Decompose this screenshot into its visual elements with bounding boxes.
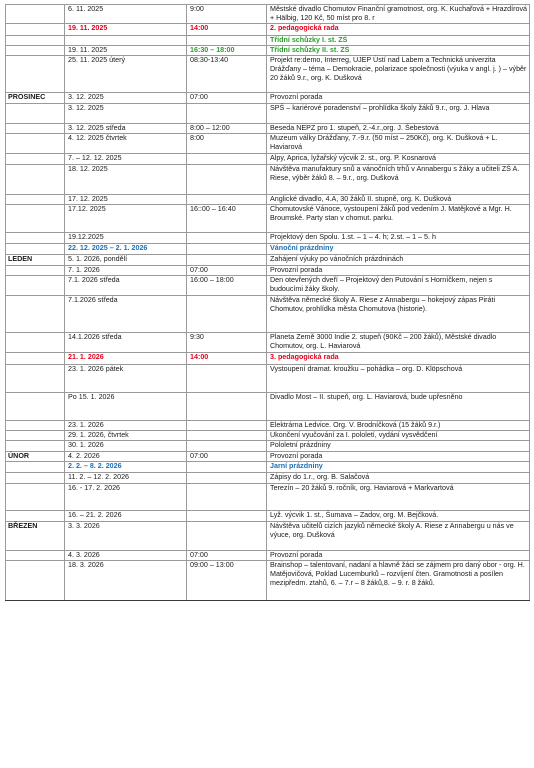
table-row <box>6 561 530 601</box>
date-cell: 16. - 17. 2. 2026 <box>65 484 187 511</box>
time-cell: 07:00 <box>187 93 267 104</box>
time-cell: 8:00 <box>187 134 267 154</box>
date-cell: 7.1. 2026 středa <box>65 276 187 296</box>
date-cell: 6. 11. 2025 <box>65 5 187 24</box>
table-row <box>6 266 530 276</box>
event-cell: Třídní schůzky I. st. ZŠ <box>267 36 530 46</box>
date-cell: 23. 1. 2026 <box>65 421 187 431</box>
date-cell: 7.1.2026 středa <box>65 296 187 333</box>
month-cell <box>6 561 65 601</box>
month-cell <box>6 296 65 333</box>
time-cell: 16:30 – 18:00 <box>187 46 267 56</box>
time-cell <box>187 104 267 124</box>
date-cell: 3. 12. 2025 <box>65 104 187 124</box>
table-row <box>6 104 530 124</box>
time-cell <box>187 195 267 205</box>
event-cell: Zahájení výuky po vánočních prázdninách <box>267 255 530 266</box>
time-cell <box>187 36 267 46</box>
event-cell: Provozní porada <box>267 452 530 462</box>
event-cell: Projektový den Spolu. 1.st. – 1 – 4. h; 2.st. – 1 – 5. h <box>267 233 530 244</box>
event-cell: Planeta Země 3000 Indie 2. stupeň (90Kč – 200 žáků), Městské divadlo Chomutov, org. L. Haviarová <box>267 333 530 353</box>
time-cell <box>187 511 267 522</box>
table-row <box>6 296 530 333</box>
table-row <box>6 511 530 522</box>
date-cell: 7. 1. 2026 <box>65 266 187 276</box>
event-cell: Návštěva učitelů cizích jazyků německé školy A. Riese z Annabergu u nás ve výuce, org. Dušková <box>267 522 530 551</box>
event-cell: Chomutovské Vánoce, vystoupení žáků pod vedením J. Matějkové a Mgr. H. Broumské. Party stan v chomut. parku. <box>267 205 530 233</box>
table-row <box>6 441 530 452</box>
date-cell: 29. 1. 2026, čtvrtek <box>65 431 187 441</box>
time-cell: 14:00 <box>187 24 267 36</box>
table-row <box>6 473 530 484</box>
event-cell: Alpy, Aprica, lyžařský výcvik 2. st., org. P. Kosnarová <box>267 154 530 165</box>
month-cell <box>6 205 65 233</box>
month-cell <box>6 365 65 393</box>
event-cell: Pololetní prázdniny <box>267 441 530 452</box>
event-cell: Provozní porada <box>267 551 530 561</box>
table-row <box>6 431 530 441</box>
date-cell: 19. 11. 2025 <box>65 46 187 56</box>
month-cell <box>6 393 65 421</box>
event-cell: Vánoční prázdniny <box>267 244 530 255</box>
time-cell <box>187 365 267 393</box>
event-cell: Muzeum války Drážďany, 7.-9.r. (50 míst – 250Kč), org. K. Dušková + L. Haviarová <box>267 134 530 154</box>
event-cell: 2. pedagogická rada <box>267 24 530 36</box>
month-cell <box>6 353 65 365</box>
month-cell <box>6 46 65 56</box>
date-cell: 4. 12. 2025 čtvrtek <box>65 134 187 154</box>
date-cell: 30. 1. 2026 <box>65 441 187 452</box>
table-row <box>6 276 530 296</box>
date-cell: 19. 11. 2025 <box>65 24 187 36</box>
date-cell: Po 15. 1. 2026 <box>65 393 187 421</box>
date-cell: 3. 12. 2025 <box>65 93 187 104</box>
date-cell: 23. 1. 2026 pátek <box>65 365 187 393</box>
month-cell <box>6 24 65 36</box>
month-cell <box>6 124 65 134</box>
event-cell: Den otevřených dveří – Projektový den Putování s Horníčkem, nejen s budoucími žáky školy. <box>267 276 530 296</box>
month-cell <box>6 154 65 165</box>
date-cell: 5. 1. 2026, pondělí <box>65 255 187 266</box>
date-cell: 17. 12. 2025 <box>65 195 187 205</box>
table-row <box>6 484 530 511</box>
schedule-rows <box>6 5 530 601</box>
table-row <box>6 255 530 266</box>
month-cell <box>6 484 65 511</box>
date-cell <box>65 36 187 46</box>
table-row <box>6 551 530 561</box>
date-cell: 22. 12. 2025 – 2. 1. 2026 <box>65 244 187 255</box>
month-cell <box>6 266 65 276</box>
time-cell <box>187 165 267 195</box>
month-cell <box>6 56 65 93</box>
schedule-document <box>5 4 529 601</box>
table-row <box>6 522 530 551</box>
table-row <box>6 233 530 244</box>
date-cell: 16. – 21. 2. 2026 <box>65 511 187 522</box>
time-cell <box>187 473 267 484</box>
table-row <box>6 452 530 462</box>
table-row <box>6 205 530 233</box>
event-cell: Městské divadlo Chomutov Finanční gramotnost, org. K. Kuchařová + Hrazdírová + Hälbig, 120 Kč, 50 míst pro 8. r <box>267 5 530 24</box>
event-cell: Třídní schůzky II. st. ZŠ <box>267 46 530 56</box>
event-cell: Zápisy do 1.r., org. B. Salačová <box>267 473 530 484</box>
time-cell: 07:00 <box>187 452 267 462</box>
date-cell: 17.12. 2025 <box>65 205 187 233</box>
table-row <box>6 56 530 93</box>
month-cell <box>6 244 65 255</box>
month-cell <box>6 551 65 561</box>
date-cell: 25. 11. 2025 úterý <box>65 56 187 93</box>
date-cell: 3. 3. 2026 <box>65 522 187 551</box>
event-cell: Návštěva manufaktury snů a vánočních trhů v Annabergu s žáky a učiteli ZŠ A. Riese, výběr žáků 8. – 9.r., org. Dušková <box>267 165 530 195</box>
table-row <box>6 134 530 154</box>
time-cell <box>187 484 267 511</box>
table-row <box>6 365 530 393</box>
event-cell: Anglické divadlo, 4.A, 30 žáků II. stupně, org. K. Dušková <box>267 195 530 205</box>
event-cell: Terezín – 20 žáků 9. ročník, org. Haviarová + Markvartová <box>267 484 530 511</box>
table-row <box>6 333 530 353</box>
table-row <box>6 195 530 205</box>
date-cell: 11. 2. – 12. 2. 2026 <box>65 473 187 484</box>
month-cell <box>6 233 65 244</box>
time-cell <box>187 233 267 244</box>
event-cell: Jarní prázdniny <box>267 462 530 473</box>
month-cell: PROSINEC <box>6 93 65 104</box>
table-row <box>6 46 530 56</box>
event-cell: Beseda NEPZ pro 1. stupeň, 2.-4.r.,org. J. Šebestová <box>267 124 530 134</box>
table-row <box>6 393 530 421</box>
month-cell: ÚNOR <box>6 452 65 462</box>
month-cell <box>6 441 65 452</box>
date-cell: 21. 1. 2026 <box>65 353 187 365</box>
month-cell <box>6 333 65 353</box>
time-cell: 08:30-13:40 <box>187 56 267 93</box>
table-row <box>6 462 530 473</box>
date-cell: 18. 3. 2026 <box>65 561 187 601</box>
time-cell: 8:00 – 12:00 <box>187 124 267 134</box>
event-cell: Provozní porada <box>267 93 530 104</box>
table-row <box>6 154 530 165</box>
event-cell: Ukončení vyučování za I. pololetí, vydání vysvědčení <box>267 431 530 441</box>
event-cell: Brainshop – talentovaní, nadaní a hlavně žáci se zájmem pro daný obor - org. H. Matějovičová, Poklad Lucemburků – rozvíjení čten. Gramotnosti a posílen mezipředm. ztahů, 6. – 7.r – 8 žáků,8. – 9. r. 8 žáků. <box>267 561 530 601</box>
time-cell: 9:30 <box>187 333 267 353</box>
time-cell <box>187 462 267 473</box>
date-cell: 14.1.2026 středa <box>65 333 187 353</box>
month-cell <box>6 462 65 473</box>
event-cell: Projekt re:demo, Interreg, UJEP Ústí nad Labem a Technická univerzita Drážďany – téma – Demokracie, polarizace společnosti (výuka v angl. j. ) – výběr 20 žáků 9.r., org. K. Dušková <box>267 56 530 93</box>
date-cell: 19.12.2025 <box>65 233 187 244</box>
event-cell: SPŠ – kariérové poradenství – prohlídka školy žáků 9.r., org. J. Hlava <box>267 104 530 124</box>
event-cell: Provozní porada <box>267 266 530 276</box>
month-cell <box>6 134 65 154</box>
table-row <box>6 421 530 431</box>
month-cell <box>6 511 65 522</box>
time-cell <box>187 255 267 266</box>
event-cell: Návštěva německé školy A. Riese z Annabergu – hokejový zápas Piráti Chomutov, prohlídka města Chomutova (historie). <box>267 296 530 333</box>
month-cell <box>6 421 65 431</box>
event-cell: Vystoupení dramat. kroužku – pohádka – org. D. Klöpschová <box>267 365 530 393</box>
time-cell: 07:00 <box>187 551 267 561</box>
month-cell <box>6 431 65 441</box>
date-cell: 4. 2. 2026 <box>65 452 187 462</box>
time-cell: 14:00 <box>187 353 267 365</box>
month-cell <box>6 276 65 296</box>
month-cell: BŘEZEN <box>6 522 65 551</box>
time-cell: 9:00 <box>187 5 267 24</box>
month-cell <box>6 5 65 24</box>
month-cell <box>6 104 65 124</box>
date-cell: 2. 2. – 8. 2. 2026 <box>65 462 187 473</box>
time-cell <box>187 522 267 551</box>
table-row <box>6 36 530 46</box>
table-row <box>6 165 530 195</box>
time-cell <box>187 244 267 255</box>
table-row <box>6 244 530 255</box>
month-cell: LEDEN <box>6 255 65 266</box>
time-cell <box>187 154 267 165</box>
time-cell <box>187 441 267 452</box>
date-cell: 3. 12. 2025 středa <box>65 124 187 134</box>
month-cell <box>6 195 65 205</box>
table-row <box>6 5 530 24</box>
month-cell <box>6 36 65 46</box>
event-cell: 3. pedagogická rada <box>267 353 530 365</box>
time-cell: 16:00 – 18:00 <box>187 276 267 296</box>
date-cell: 7. – 12. 12. 2025 <box>65 154 187 165</box>
date-cell: 18. 12. 2025 <box>65 165 187 195</box>
table-row <box>6 353 530 365</box>
month-cell <box>6 473 65 484</box>
time-cell <box>187 296 267 333</box>
time-cell: 09:00 – 13:00 <box>187 561 267 601</box>
time-cell: 16::00 – 16:40 <box>187 205 267 233</box>
time-cell <box>187 393 267 421</box>
table-row <box>6 124 530 134</box>
time-cell <box>187 431 267 441</box>
schedule-table <box>5 4 530 601</box>
event-cell: Divadlo Most – II. stupeň, org. L. Haviarová, bude upřesněno <box>267 393 530 421</box>
date-cell: 4. 3. 2026 <box>65 551 187 561</box>
table-row <box>6 93 530 104</box>
table-row <box>6 24 530 36</box>
time-cell: 07:00 <box>187 266 267 276</box>
event-cell: Elektrárna Ledvice. Org. V. Brodníčková (15 žáků 9.r.) <box>267 421 530 431</box>
event-cell: Lyž. výcvik 1. st., Šumava – Zadov, org. M. Bejčková. <box>267 511 530 522</box>
time-cell <box>187 421 267 431</box>
month-cell <box>6 165 65 195</box>
